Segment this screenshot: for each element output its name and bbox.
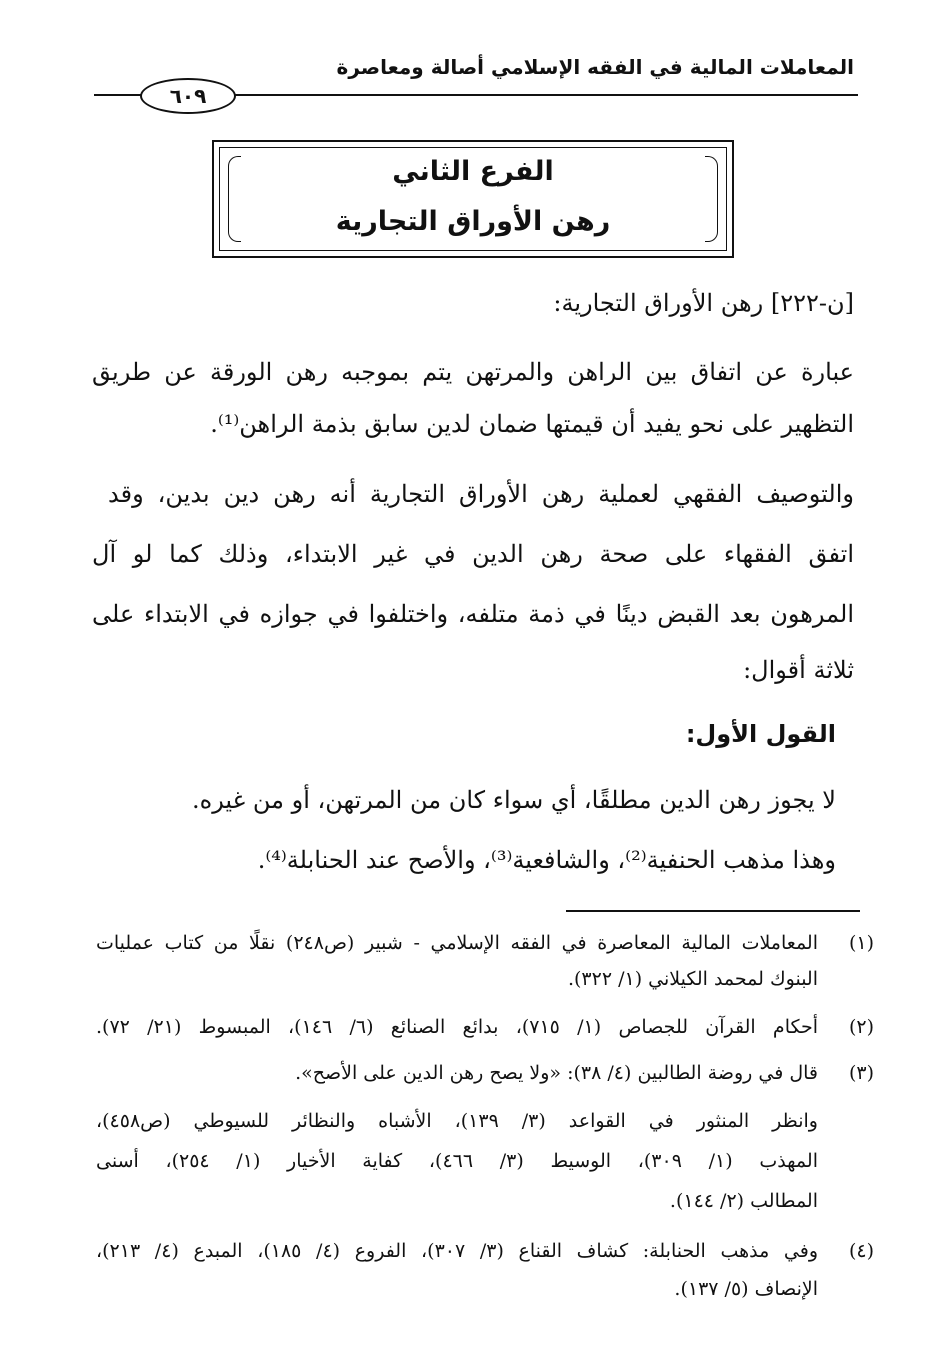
first-view-heading: القول الأول: [685, 720, 836, 748]
paragraph2-line-1: والتوصيف الفقهي لعملية رهن الأوراق التجارية أنه رهن دين بدين، وقد [108, 480, 854, 508]
footnote-4-number: (٤) [848, 1240, 874, 1262]
footnote-separator [566, 910, 860, 912]
paragraph2-line-2: اتفق الفقهاء على صحة رهن الدين في غير الابتداء، وذلك كما لو آل [92, 540, 854, 568]
section-label: [ن-٢٢٢] رهن الأوراق التجارية: [553, 289, 854, 317]
footnote-2-line-1: أحكام القرآن للجصاص (١/ ٧١٥)، بدائع الصنائع (٦/ ١٤٦)، المبسوط (٢١/ ٧٢). [96, 1016, 819, 1038]
paragraph2-line-3: المرهون بعد القبض دينًا في ذمة متلفه، واختلفوا في جوازه في الابتداء على [92, 600, 854, 628]
footnote-3-number: (٣) [848, 1062, 874, 1084]
first-view-line-1: لا يجوز رهن الدين مطلقًا، أي سواء كان من المرتهن، أو من غيره. [191, 786, 836, 814]
footnote-3-line-2: وانظر المنثور في القواعد (٣/ ١٣٩)، الأشباه والنظائر للسيوطي (ص٤٥٨)، [96, 1110, 818, 1132]
footnote-1-number: (١) [848, 932, 874, 954]
paragraph2-line-4: ثلاثة أقوال: [743, 656, 854, 684]
footnote-3-line-3: المهذب (١/ ٣٠٩)، الوسيط (٣/ ٤٦٦)، كفاية الأخيار (١/ ٢٥٤)، أسنى [96, 1150, 818, 1172]
definition-line-2: التظهير على نحو يفيد أن قيمتها ضمان لدين سابق بذمة الراهن⁽¹⁾. [210, 410, 854, 438]
footnote-3-line-1: قال في روضة الطالبين (٤/ ٣٨): «ولا يصح رهن الدين على الأصح». [295, 1062, 818, 1084]
section-heading-box [212, 140, 734, 258]
footnote-2-number: (٢) [848, 1016, 874, 1038]
footnote-3-line-4: المطالب (٢/ ١٤٤). [669, 1190, 818, 1212]
heading-subsection-label: الفرع الثاني [392, 156, 554, 187]
heading-title: رهن الأوراق التجارية [335, 206, 611, 237]
footnote-4-line-1: وفي مذهب الحنابلة: كشاف القناع (٣/ ٣٠٧)، الفروع (٤/ ١٨٥)، المبدع (٤/ ٢١٣)، [96, 1240, 818, 1262]
running-header-title: المعاملات المالية في الفقه الإسلامي أصالة ومعاصرة [336, 55, 854, 79]
footnote-1-line-2: البنوك لمحمد الكيلاني (١/ ٣٢٢). [567, 968, 818, 990]
footnote-4-line-2: الإنصاف (٥/ ١٣٧). [674, 1278, 818, 1300]
first-view-line-2: وهذا مذهب الحنفية⁽²⁾، والشافعية⁽³⁾، والأصح عند الحنابلة⁽⁴⁾. [257, 846, 836, 874]
footnote-1-line-1: المعاملات المالية المعاصرة في الفقه الإسلامي - شبير (ص٢٤٨) نقلًا من كتاب عمليات [96, 932, 818, 954]
definition-line-1: عبارة عن اتفاق بين الراهن والمرتهن يتم بموجبه رهن الورقة عن طريق [92, 358, 854, 386]
page-number: ٦٠٩ [140, 78, 236, 114]
